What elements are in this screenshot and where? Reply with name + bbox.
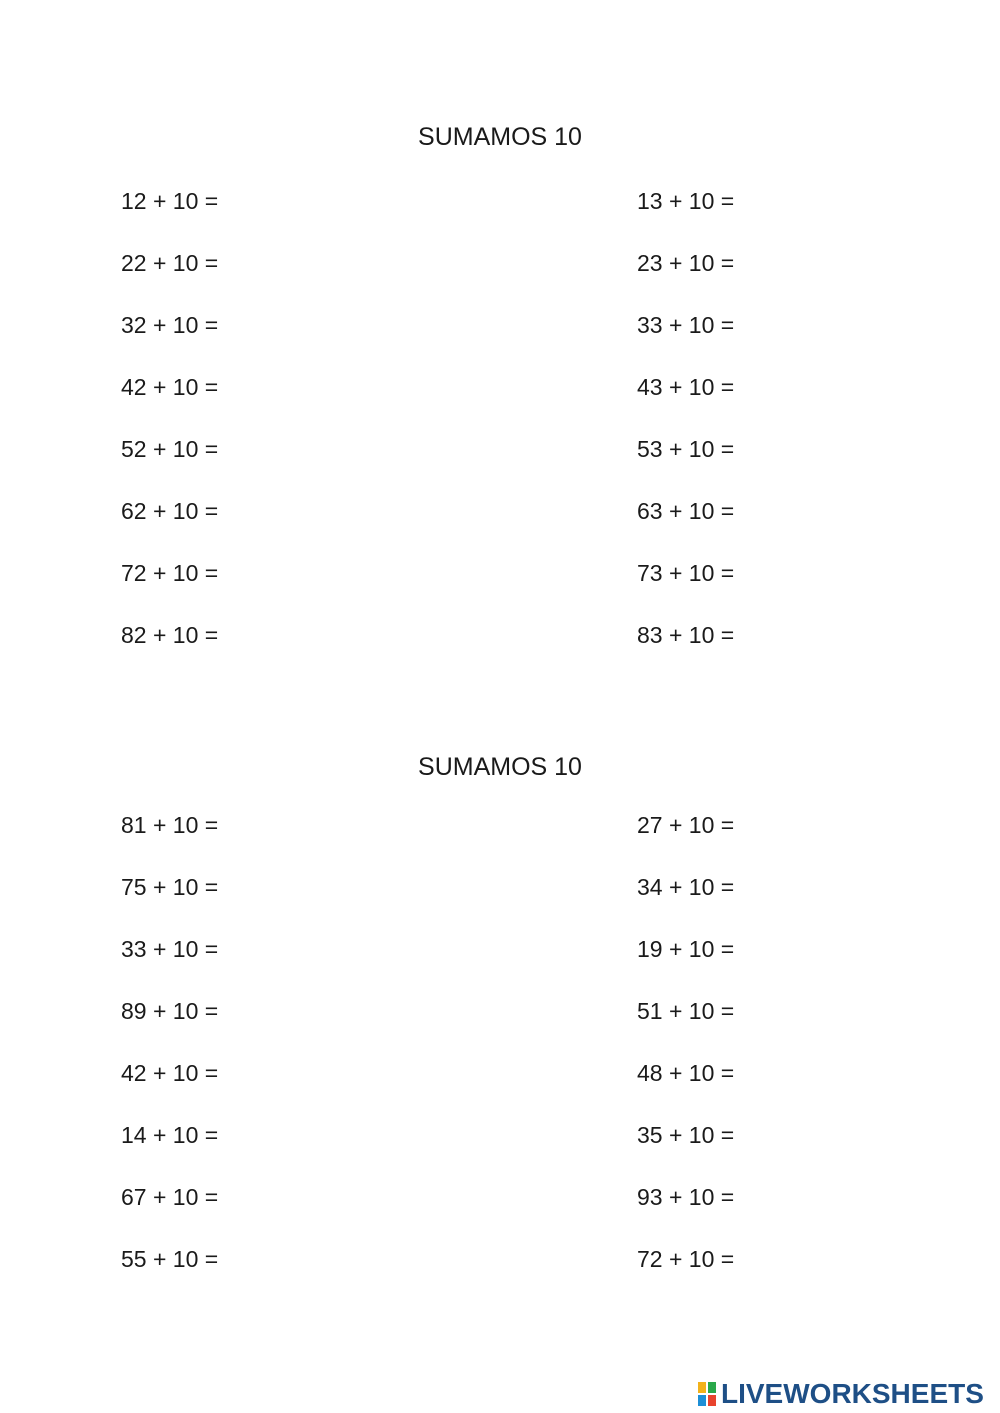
section-title: SUMAMOS 10 bbox=[418, 753, 582, 781]
logo-tile bbox=[707, 1394, 717, 1407]
problem-item: 22 + 10 = bbox=[121, 250, 219, 276]
problem-item: 89 + 10 = bbox=[121, 998, 219, 1024]
problem-item: 67 + 10 = bbox=[121, 1184, 219, 1210]
problem-item: 72 + 10 = bbox=[637, 1246, 735, 1272]
problems-left-column bbox=[121, 806, 421, 1302]
problem-item: 43 + 10 = bbox=[637, 374, 735, 400]
problem-item: 75 + 10 = bbox=[121, 874, 219, 900]
liveworksheets-logo-icon bbox=[697, 1381, 717, 1407]
problem-item: 51 + 10 = bbox=[637, 998, 735, 1024]
problem-item: 13 + 10 = bbox=[637, 188, 735, 214]
problem-item: 33 + 10 = bbox=[637, 312, 735, 338]
problem-item: 48 + 10 = bbox=[637, 1060, 735, 1086]
problem-item: 42 + 10 = bbox=[121, 1060, 219, 1086]
problem-item: 12 + 10 = bbox=[121, 188, 219, 214]
problem-item: 81 + 10 = bbox=[121, 812, 219, 838]
problem-item: 27 + 10 = bbox=[637, 812, 735, 838]
logo-text: LIVEWORKSHEETS bbox=[721, 1378, 984, 1409]
problems-right-column bbox=[637, 182, 937, 678]
problem-item: 14 + 10 = bbox=[121, 1122, 219, 1148]
problem-item: 55 + 10 = bbox=[121, 1246, 219, 1272]
problem-item: 35 + 10 = bbox=[637, 1122, 735, 1148]
problem-item: 42 + 10 = bbox=[121, 374, 219, 400]
logo-tile bbox=[697, 1394, 707, 1407]
problem-item: 33 + 10 = bbox=[121, 936, 219, 962]
problem-item: 83 + 10 = bbox=[637, 622, 735, 648]
liveworksheets-logo bbox=[697, 1377, 984, 1411]
problem-item: 62 + 10 = bbox=[121, 498, 219, 524]
problem-item: 52 + 10 = bbox=[121, 436, 219, 462]
problem-item: 63 + 10 = bbox=[637, 498, 735, 524]
problem-item: 93 + 10 = bbox=[637, 1184, 735, 1210]
problems-right-column bbox=[637, 806, 937, 1302]
problem-item: 34 + 10 = bbox=[637, 874, 735, 900]
logo-tile bbox=[707, 1381, 717, 1394]
problem-item: 53 + 10 = bbox=[637, 436, 735, 462]
problem-item: 72 + 10 = bbox=[121, 560, 219, 586]
problem-item: 73 + 10 = bbox=[637, 560, 735, 586]
problem-item: 23 + 10 = bbox=[637, 250, 735, 276]
problems-left-column bbox=[121, 182, 421, 678]
section-title: SUMAMOS 10 bbox=[418, 123, 582, 151]
problem-item: 19 + 10 = bbox=[637, 936, 735, 962]
logo-tile bbox=[697, 1381, 707, 1394]
problem-item: 82 + 10 = bbox=[121, 622, 219, 648]
problem-item: 32 + 10 = bbox=[121, 312, 219, 338]
